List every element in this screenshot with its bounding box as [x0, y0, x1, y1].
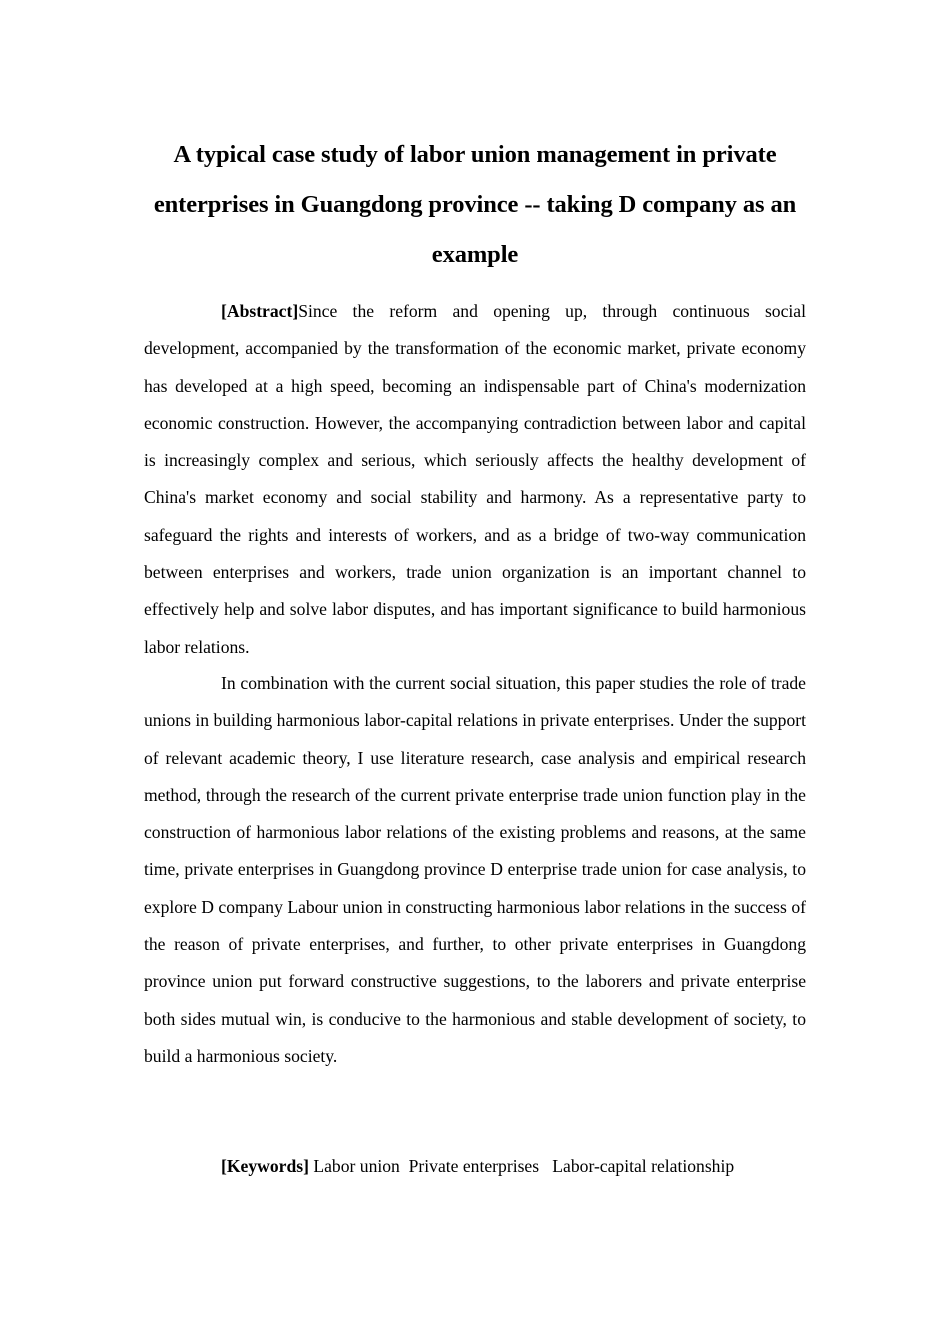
- keywords-line: [221, 1148, 734, 1185]
- paper-title: A typical case study of labor union management in private enterprises in Guangdong province -- taking D company as an example: [153, 141, 797, 268]
- abstract-text-1: Since the reform and opening up, through continuous social development, accompanied by the transformation of the economic market, private economy has developed at a high speed, becoming an indispensable part of China's modernization economic construction. However, the accompanying contradiction between labor and capital is increasingly complex and serious, which seriously affects the healthy development of China's market economy and social stability and harmony. As a representative party to safeguard the rights and interests of workers, and as a bridge of two-way communication between enterprises and workers, trade union organization is an important channel to effectively help and solve labor disputes, and has important significance to build harmonious labor relations.: [144, 301, 806, 657]
- abstract-paragraph-1: [144, 293, 806, 666]
- abstract-label: [Abstract]: [221, 301, 299, 321]
- keyword-item: Labor-capital relationship: [552, 1156, 735, 1176]
- keywords-label: [Keywords]: [221, 1156, 309, 1176]
- abstract-paragraph-2: In combination with the current social situation, this paper studies the role of trade unions in building harmonious labor-capital relations in private enterprises. Under the support of relevant academic theory, I use literature research, case analysis and empirical research method, through the research of the current private enterprise trade union function play in the construction of harmonious labor relations of the existing problems and reasons, at the same time, private enterprises in Guangdong province D enterprise trade union for case analysis, to explore D company Labour union in constructing harmonious labor relations in the success of the reason of private enterprises, and further, to other private enterprises in Guangdong province union put forward constructive suggestions, to the laborers and private enterprise both sides mutual win, is conducive to the harmonious and stable development of society, to build a harmonious society.: [144, 673, 806, 1066]
- keyword-item: Labor union: [313, 1156, 400, 1176]
- keyword-item: Private enterprises: [408, 1156, 540, 1176]
